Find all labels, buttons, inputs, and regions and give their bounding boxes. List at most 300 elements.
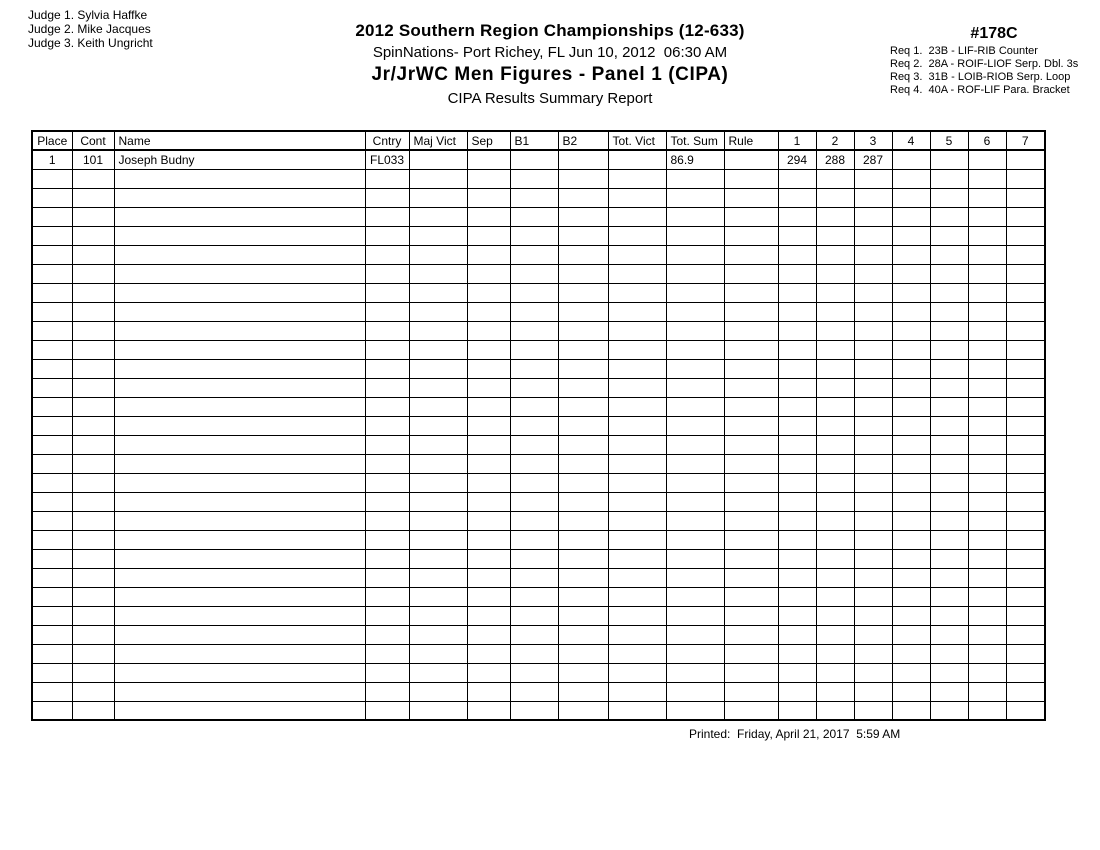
empty-cell: [72, 606, 114, 625]
empty-cell: [409, 454, 467, 473]
empty-cell: [114, 454, 365, 473]
empty-cell: [467, 701, 510, 720]
column-header-tot-vict: Tot. Vict: [608, 131, 666, 150]
cell-judge-4: [892, 150, 930, 169]
empty-cell: [778, 435, 816, 454]
empty-cell: [32, 302, 72, 321]
empty-cell: [467, 492, 510, 511]
empty-cell: [409, 416, 467, 435]
empty-cell: [558, 340, 608, 359]
empty-result-row: [32, 701, 1045, 720]
empty-cell: [1006, 283, 1045, 302]
empty-cell: [558, 568, 608, 587]
empty-cell: [608, 302, 666, 321]
header-row: [32, 131, 1045, 150]
empty-cell: [32, 492, 72, 511]
event-title: Jr/JrWC Men Figures - Panel 1 (CIPA): [371, 64, 729, 85]
empty-cell: [365, 473, 409, 492]
empty-cell: [968, 454, 1006, 473]
empty-cell: [510, 207, 558, 226]
empty-cell: [816, 587, 854, 606]
empty-result-row: [32, 283, 1045, 302]
empty-cell: [854, 701, 892, 720]
empty-cell: [892, 245, 930, 264]
empty-cell: [510, 682, 558, 701]
empty-cell: [854, 283, 892, 302]
empty-cell: [608, 625, 666, 644]
empty-cell: [32, 625, 72, 644]
cell-rule: [724, 150, 778, 169]
empty-cell: [32, 568, 72, 587]
empty-cell: [892, 359, 930, 378]
empty-cell: [558, 226, 608, 245]
empty-cell: [72, 340, 114, 359]
heat-number: #178C: [970, 25, 1018, 42]
empty-cell: [32, 416, 72, 435]
empty-cell: [778, 625, 816, 644]
empty-cell: [816, 454, 854, 473]
empty-cell: [72, 226, 114, 245]
empty-cell: [608, 587, 666, 606]
empty-cell: [365, 454, 409, 473]
empty-cell: [778, 188, 816, 207]
empty-cell: [724, 188, 778, 207]
empty-cell: [365, 359, 409, 378]
empty-cell: [32, 606, 72, 625]
empty-cell: [666, 245, 724, 264]
empty-cell: [1006, 416, 1045, 435]
empty-cell: [1006, 302, 1045, 321]
empty-cell: [409, 378, 467, 397]
empty-cell: [114, 321, 365, 340]
cell-place: 1: [32, 150, 72, 169]
empty-cell: [724, 606, 778, 625]
empty-cell: [114, 701, 365, 720]
empty-cell: [1006, 568, 1045, 587]
empty-cell: [409, 663, 467, 682]
empty-cell: [558, 606, 608, 625]
empty-cell: [892, 226, 930, 245]
empty-cell: [724, 416, 778, 435]
empty-cell: [1006, 435, 1045, 454]
venue-date-line: SpinNations- Port Richey, FL Jun 10, 2012 06:30 AM: [372, 44, 728, 61]
empty-cell: [558, 663, 608, 682]
empty-cell: [666, 264, 724, 283]
column-header-name: Name: [114, 131, 365, 150]
empty-cell: [968, 549, 1006, 568]
empty-cell: [32, 701, 72, 720]
empty-cell: [666, 378, 724, 397]
empty-cell: [854, 397, 892, 416]
empty-result-row: [32, 264, 1045, 283]
empty-cell: [854, 169, 892, 188]
empty-cell: [930, 663, 968, 682]
empty-cell: [32, 359, 72, 378]
empty-cell: [854, 511, 892, 530]
empty-result-row: [32, 473, 1045, 492]
empty-cell: [816, 245, 854, 264]
empty-cell: [724, 701, 778, 720]
empty-cell: [365, 169, 409, 188]
empty-cell: [1006, 530, 1045, 549]
empty-cell: [608, 492, 666, 511]
empty-cell: [608, 359, 666, 378]
empty-cell: [365, 378, 409, 397]
empty-cell: [816, 549, 854, 568]
empty-cell: [724, 568, 778, 587]
empty-cell: [930, 682, 968, 701]
empty-cell: [608, 644, 666, 663]
empty-cell: [467, 207, 510, 226]
empty-cell: [32, 340, 72, 359]
empty-cell: [666, 302, 724, 321]
empty-cell: [608, 378, 666, 397]
empty-cell: [467, 644, 510, 663]
empty-cell: [510, 416, 558, 435]
empty-cell: [892, 302, 930, 321]
empty-cell: [510, 454, 558, 473]
empty-cell: [968, 283, 1006, 302]
empty-cell: [365, 587, 409, 606]
empty-cell: [467, 435, 510, 454]
empty-cell: [724, 169, 778, 188]
empty-cell: [778, 264, 816, 283]
empty-cell: [968, 416, 1006, 435]
empty-cell: [930, 188, 968, 207]
empty-cell: [778, 644, 816, 663]
empty-cell: [1006, 511, 1045, 530]
empty-result-row: [32, 245, 1045, 264]
empty-cell: [510, 359, 558, 378]
empty-cell: [114, 663, 365, 682]
empty-result-row: [32, 644, 1045, 663]
empty-cell: [1006, 245, 1045, 264]
empty-cell: [608, 473, 666, 492]
empty-cell: [510, 492, 558, 511]
empty-cell: [32, 473, 72, 492]
cell-judge-7: [1006, 150, 1045, 169]
empty-cell: [510, 169, 558, 188]
empty-result-row: [32, 530, 1045, 549]
empty-cell: [1006, 207, 1045, 226]
empty-cell: [558, 378, 608, 397]
empty-cell: [1006, 625, 1045, 644]
empty-cell: [467, 340, 510, 359]
empty-cell: [666, 340, 724, 359]
empty-cell: [32, 321, 72, 340]
empty-cell: [778, 530, 816, 549]
empty-cell: [968, 606, 1006, 625]
empty-cell: [365, 283, 409, 302]
empty-cell: [72, 644, 114, 663]
empty-cell: [892, 701, 930, 720]
empty-cell: [114, 340, 365, 359]
empty-cell: [854, 264, 892, 283]
empty-cell: [608, 340, 666, 359]
empty-cell: [892, 340, 930, 359]
empty-cell: [114, 492, 365, 511]
empty-cell: [968, 511, 1006, 530]
empty-cell: [608, 663, 666, 682]
empty-cell: [32, 226, 72, 245]
empty-cell: [778, 340, 816, 359]
empty-cell: [32, 207, 72, 226]
empty-cell: [892, 530, 930, 549]
empty-cell: [114, 644, 365, 663]
empty-cell: [930, 302, 968, 321]
empty-cell: [72, 568, 114, 587]
empty-cell: [892, 264, 930, 283]
empty-cell: [365, 530, 409, 549]
empty-cell: [930, 245, 968, 264]
empty-cell: [365, 568, 409, 587]
empty-cell: [32, 169, 72, 188]
empty-cell: [365, 340, 409, 359]
empty-cell: [114, 587, 365, 606]
empty-cell: [892, 492, 930, 511]
empty-cell: [558, 492, 608, 511]
empty-cell: [1006, 682, 1045, 701]
empty-cell: [467, 321, 510, 340]
empty-cell: [1006, 473, 1045, 492]
empty-result-row: [32, 511, 1045, 530]
empty-cell: [816, 283, 854, 302]
empty-cell: [930, 169, 968, 188]
empty-cell: [854, 207, 892, 226]
empty-cell: [892, 321, 930, 340]
empty-result-row: [32, 492, 1045, 511]
empty-cell: [32, 245, 72, 264]
column-header-b2: B2: [558, 131, 608, 150]
empty-cell: [114, 416, 365, 435]
empty-cell: [467, 454, 510, 473]
empty-cell: [930, 207, 968, 226]
empty-result-row: [32, 169, 1045, 188]
empty-cell: [409, 302, 467, 321]
empty-cell: [558, 625, 608, 644]
empty-cell: [510, 530, 558, 549]
empty-cell: [1006, 226, 1045, 245]
empty-cell: [114, 397, 365, 416]
empty-cell: [724, 226, 778, 245]
empty-cell: [608, 245, 666, 264]
empty-cell: [510, 473, 558, 492]
empty-cell: [778, 682, 816, 701]
column-header-judge-4: 4: [892, 131, 930, 150]
empty-cell: [724, 682, 778, 701]
empty-cell: [968, 492, 1006, 511]
empty-cell: [365, 397, 409, 416]
column-header-place: Place: [32, 131, 72, 150]
empty-cell: [365, 188, 409, 207]
empty-result-row: [32, 397, 1045, 416]
empty-cell: [608, 226, 666, 245]
empty-cell: [409, 682, 467, 701]
empty-cell: [724, 397, 778, 416]
empty-cell: [558, 473, 608, 492]
empty-cell: [409, 511, 467, 530]
column-header-judge-6: 6: [968, 131, 1006, 150]
empty-cell: [968, 378, 1006, 397]
empty-cell: [409, 226, 467, 245]
empty-cell: [365, 625, 409, 644]
empty-cell: [1006, 188, 1045, 207]
column-header-rule: Rule: [724, 131, 778, 150]
empty-cell: [854, 245, 892, 264]
empty-cell: [1006, 359, 1045, 378]
empty-cell: [968, 530, 1006, 549]
empty-result-row: [32, 340, 1045, 359]
empty-cell: [816, 359, 854, 378]
cell-cont: 101: [72, 150, 114, 169]
empty-result-row: [32, 359, 1045, 378]
empty-cell: [32, 663, 72, 682]
cell-b1: [510, 150, 558, 169]
empty-cell: [467, 359, 510, 378]
empty-cell: [930, 530, 968, 549]
column-header-judge-2: 2: [816, 131, 854, 150]
empty-cell: [510, 663, 558, 682]
empty-cell: [32, 188, 72, 207]
empty-cell: [968, 359, 1006, 378]
empty-cell: [72, 549, 114, 568]
empty-result-row: [32, 454, 1045, 473]
empty-cell: [365, 245, 409, 264]
empty-cell: [72, 416, 114, 435]
empty-cell: [666, 226, 724, 245]
column-header-tot-sum: Tot. Sum: [666, 131, 724, 150]
empty-cell: [724, 625, 778, 644]
empty-cell: [32, 682, 72, 701]
empty-cell: [968, 188, 1006, 207]
empty-cell: [724, 587, 778, 606]
empty-cell: [1006, 701, 1045, 720]
empty-cell: [608, 701, 666, 720]
empty-cell: [365, 663, 409, 682]
empty-cell: [930, 568, 968, 587]
empty-cell: [558, 321, 608, 340]
empty-cell: [930, 226, 968, 245]
empty-cell: [968, 169, 1006, 188]
empty-cell: [666, 283, 724, 302]
empty-cell: [892, 283, 930, 302]
empty-cell: [558, 549, 608, 568]
empty-cell: [816, 226, 854, 245]
empty-cell: [365, 682, 409, 701]
empty-cell: [114, 625, 365, 644]
empty-cell: [892, 454, 930, 473]
empty-result-row: [32, 321, 1045, 340]
empty-cell: [666, 435, 724, 454]
empty-cell: [32, 283, 72, 302]
empty-cell: [930, 511, 968, 530]
empty-cell: [968, 340, 1006, 359]
empty-cell: [854, 321, 892, 340]
empty-cell: [1006, 587, 1045, 606]
empty-cell: [409, 549, 467, 568]
empty-cell: [816, 511, 854, 530]
empty-cell: [666, 492, 724, 511]
empty-cell: [930, 492, 968, 511]
empty-cell: [114, 245, 365, 264]
empty-cell: [608, 397, 666, 416]
empty-cell: [72, 625, 114, 644]
empty-cell: [968, 207, 1006, 226]
empty-cell: [72, 701, 114, 720]
empty-cell: [666, 207, 724, 226]
empty-cell: [968, 321, 1006, 340]
empty-cell: [778, 207, 816, 226]
empty-cell: [72, 682, 114, 701]
empty-cell: [968, 701, 1006, 720]
results-table: [31, 130, 1046, 721]
empty-cell: [114, 207, 365, 226]
cell-b2: [558, 150, 608, 169]
empty-cell: [854, 226, 892, 245]
cell-judge-5: [930, 150, 968, 169]
empty-cell: [608, 188, 666, 207]
empty-cell: [409, 397, 467, 416]
cell-judge-6: [968, 150, 1006, 169]
empty-cell: [72, 663, 114, 682]
empty-cell: [778, 416, 816, 435]
empty-cell: [930, 283, 968, 302]
empty-cell: [365, 226, 409, 245]
empty-cell: [510, 245, 558, 264]
empty-cell: [854, 625, 892, 644]
empty-cell: [72, 169, 114, 188]
empty-cell: [778, 606, 816, 625]
empty-cell: [778, 587, 816, 606]
empty-cell: [930, 435, 968, 454]
empty-cell: [1006, 606, 1045, 625]
empty-cell: [778, 701, 816, 720]
empty-cell: [409, 492, 467, 511]
empty-cell: [558, 169, 608, 188]
empty-cell: [510, 283, 558, 302]
empty-cell: [854, 188, 892, 207]
empty-cell: [114, 606, 365, 625]
empty-cell: [608, 435, 666, 454]
empty-cell: [892, 435, 930, 454]
empty-cell: [72, 511, 114, 530]
empty-cell: [724, 473, 778, 492]
empty-cell: [666, 682, 724, 701]
empty-cell: [778, 359, 816, 378]
empty-cell: [930, 416, 968, 435]
empty-cell: [968, 644, 1006, 663]
empty-cell: [854, 340, 892, 359]
empty-cell: [510, 606, 558, 625]
empty-cell: [778, 454, 816, 473]
empty-cell: [409, 264, 467, 283]
heat-requirements-block: [890, 24, 1098, 97]
empty-cell: [467, 549, 510, 568]
empty-cell: [816, 530, 854, 549]
requirement-line-3: Req 3. 31B - LOIB-RIOB Serp. Loop: [890, 71, 1071, 83]
empty-cell: [608, 511, 666, 530]
empty-cell: [854, 644, 892, 663]
empty-cell: [724, 321, 778, 340]
empty-cell: [892, 682, 930, 701]
empty-cell: [114, 264, 365, 283]
empty-cell: [114, 473, 365, 492]
empty-cell: [816, 264, 854, 283]
empty-cell: [930, 701, 968, 720]
empty-cell: [467, 226, 510, 245]
column-header-maj-vict: Maj Vict: [409, 131, 467, 150]
empty-cell: [558, 245, 608, 264]
